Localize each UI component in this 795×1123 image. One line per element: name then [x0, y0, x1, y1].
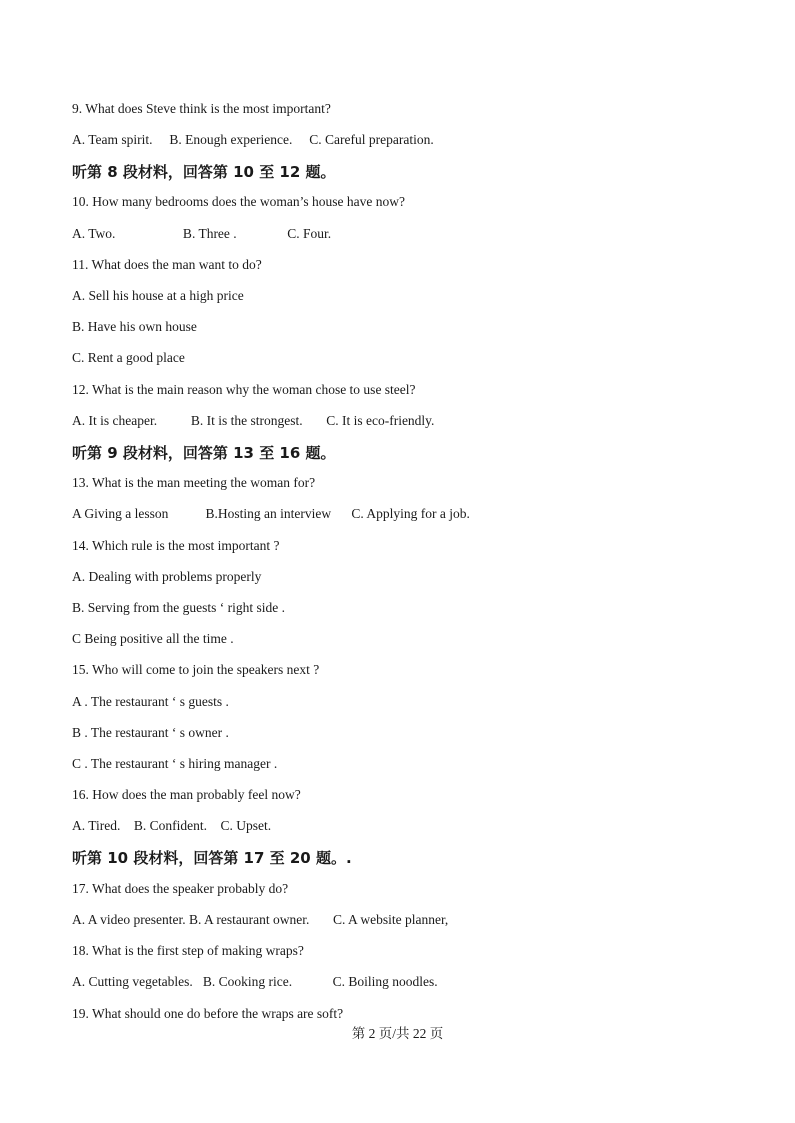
- answer-option-line: A. Two. B. Three . C. Four.: [72, 226, 332, 241]
- answer-option-line: C Being positive all the time .: [72, 631, 234, 646]
- question-text: 18. What is the first step of making wraps?: [72, 943, 304, 958]
- question-text: 10. How many bedrooms does the woman’s house have now?: [72, 194, 405, 209]
- answer-option-line: A. Sell his house at a high price: [72, 288, 244, 303]
- section-heading: 听第 9 段材料，回答第 13 至 16 题。: [72, 444, 336, 462]
- question-text: 15. Who will come to join the speakers next ?: [72, 662, 320, 677]
- question-text: 9. What does Steve think is the most important?: [72, 101, 331, 116]
- answer-option-line: A. Team spirit. B. Enough experience. C. Careful preparation.: [72, 132, 434, 147]
- answer-option-line: A. Dealing with problems properly: [72, 569, 262, 584]
- answer-option-line: C. Rent a good place: [72, 350, 185, 365]
- answer-option-line: B. Serving from the guests ‘ right side .: [72, 600, 285, 615]
- answer-option-line: A Giving a lesson B.Hosting an interview C. Applying for a job.: [72, 506, 470, 521]
- answer-option-line: A . The restaurant ‘ s guests .: [72, 694, 229, 709]
- answer-option-line: B. Have his own house: [72, 319, 197, 334]
- question-text: 14. Which rule is the most important ?: [72, 538, 280, 553]
- answer-option-line: A. It is cheaper. B. It is the strongest. C. It is eco-friendly.: [72, 413, 435, 428]
- question-text: 17. What does the speaker probably do?: [72, 881, 289, 896]
- question-text: 12. What is the main reason why the woman chose to use steel?: [72, 382, 416, 397]
- question-text: 11. What does the man want to do?: [72, 257, 262, 272]
- answer-option-line: A. A video presenter. B. A restaurant owner. C. A website planner,: [72, 912, 449, 927]
- section-heading: 听第 8 段材料，回答第 10 至 12 题。: [72, 163, 336, 181]
- page-footer: 第 2 页/共 22 页: [351, 1026, 444, 1041]
- answer-option-line: A. Tired. B. Confident. C. Upset.: [72, 818, 272, 833]
- answer-option-line: C . The restaurant ‘ s hiring manager .: [72, 756, 278, 771]
- answer-option-line: A. Cutting vegetables. B. Cooking rice. C. Boiling noodles.: [72, 974, 438, 989]
- question-text: 19. What should one do before the wraps are soft?: [72, 1006, 344, 1021]
- section-heading: 听第 10 段材料，回答第 17 至 20 题。.: [72, 849, 352, 867]
- question-text: 13. What is the man meeting the woman for?: [72, 475, 316, 490]
- answer-option-line: B . The restaurant ‘ s owner .: [72, 725, 229, 740]
- question-text: 16. How does the man probably feel now?: [72, 787, 301, 802]
